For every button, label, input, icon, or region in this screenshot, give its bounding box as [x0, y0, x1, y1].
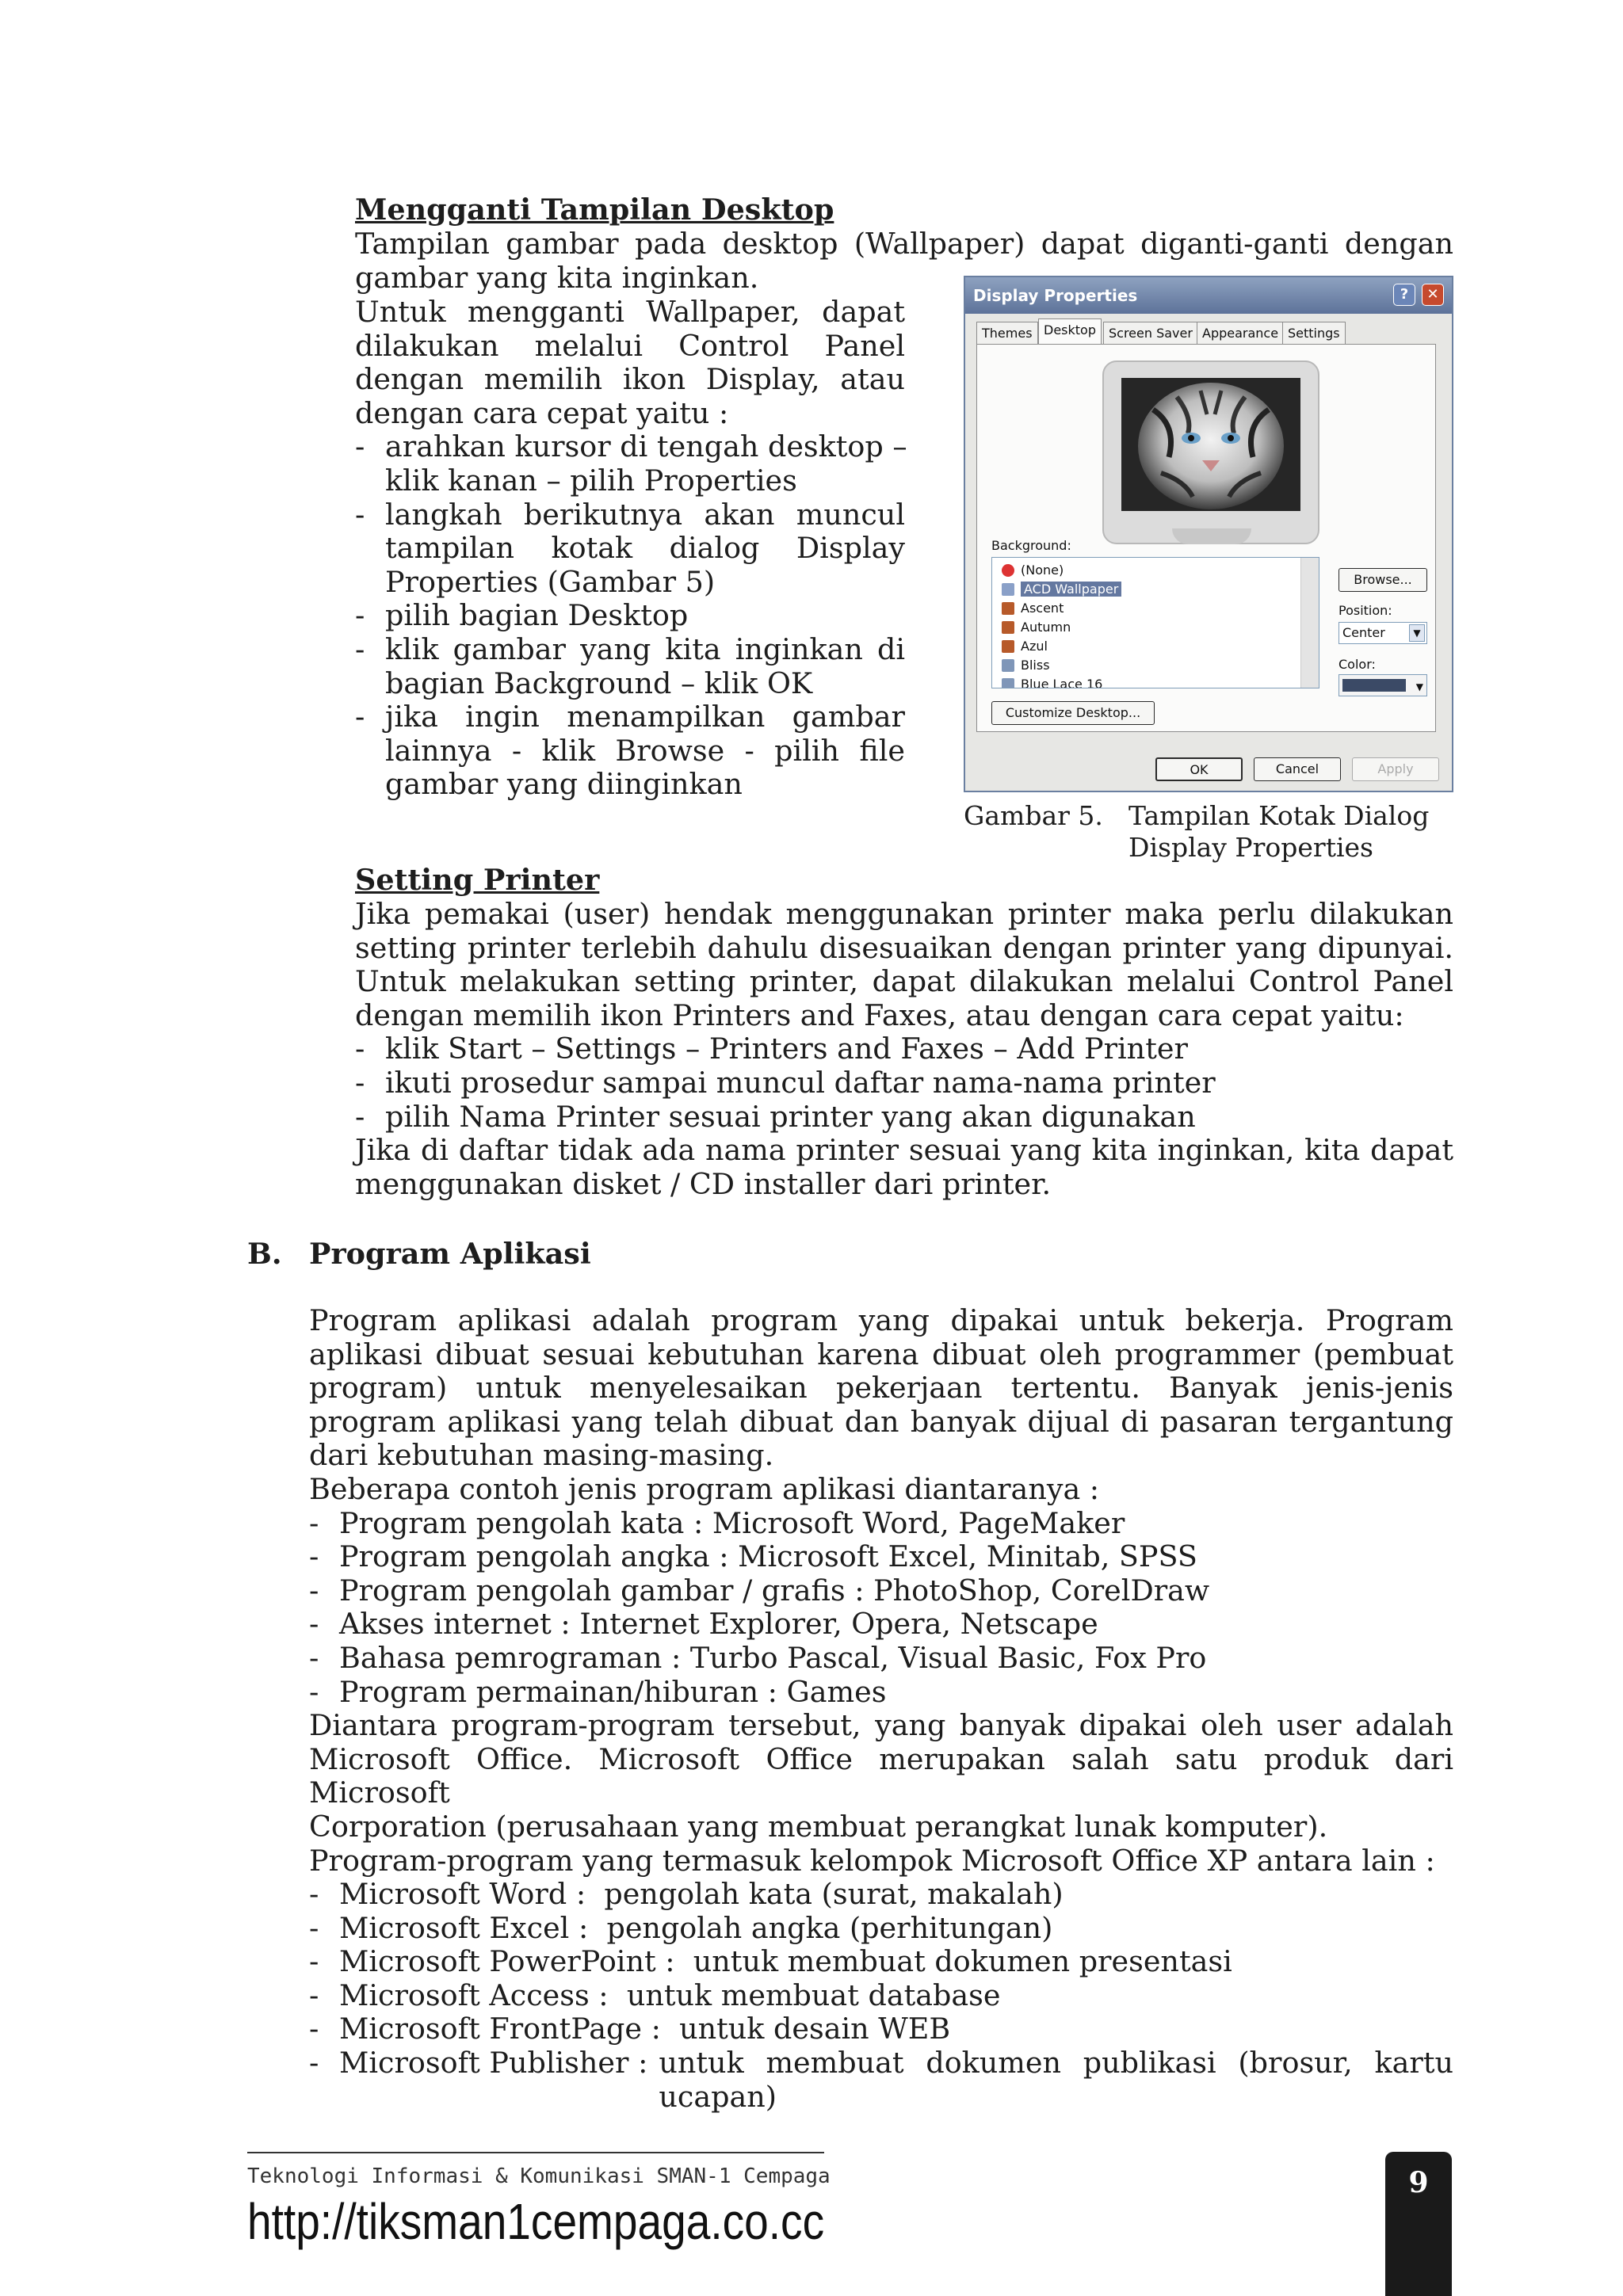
position-select[interactable]: [1338, 622, 1427, 644]
bullet-dash: -: [309, 2012, 319, 2046]
tab-desktop[interactable]: Desktop: [1038, 318, 1102, 345]
text-line: langkah berikutnya akan muncul: [385, 497, 905, 532]
position-value: Center: [1342, 625, 1385, 640]
text-line: dengan memilih ikon Printers and Faxes, atau dengan cara cepat yaitu:: [355, 997, 1404, 1032]
text-line: Jika di daftar tidak ada nama printer sesuai yang kita inginkan, kita dapat: [355, 1133, 1453, 1168]
page-number-badge: [1385, 2152, 1452, 2296]
caption-line: Tampilan Kotak Dialog: [1128, 800, 1430, 831]
text-line: dengan cara cepat yaitu :: [355, 395, 729, 430]
tab-appearance[interactable]: Appearance: [1197, 322, 1284, 344]
text-line: Untuk mengganti Wallpaper, dapat: [355, 295, 905, 329]
list-item: [309, 1574, 1453, 1608]
position-label: Position:: [1338, 603, 1392, 618]
bullet-dash: -: [309, 1607, 319, 1642]
item-desc: pengolah kata (surat, makalah): [604, 1877, 1064, 1912]
dialog-title: Display Properties: [973, 286, 1138, 305]
list-item: [309, 1676, 1453, 1710]
chevron-down-icon[interactable]: ▼: [1415, 681, 1423, 692]
list-item: [355, 1100, 1453, 1135]
bullet-dash: -: [355, 700, 365, 734]
tab-settings[interactable]: Settings: [1282, 322, 1346, 344]
color-swatch: [1342, 679, 1406, 692]
text-line: arahkan kursor di tengah desktop –: [385, 429, 907, 464]
image-file-icon: [1002, 621, 1014, 634]
list-item: [309, 1912, 1453, 1946]
page-number: 9: [1408, 2166, 1429, 2199]
item-desc: untuk membuat database: [626, 1978, 1001, 2012]
list-item: [355, 633, 905, 700]
image-file-icon: [1002, 602, 1014, 615]
chevron-down-icon[interactable]: ▼: [1409, 624, 1425, 642]
bullet-dash: -: [355, 429, 365, 464]
list-item: [309, 1540, 1453, 1574]
text-line: Jika pemakai (user) hendak menggunakan printer maka perlu dilakukan: [355, 897, 1453, 931]
image-file-icon: [1002, 583, 1014, 596]
text-line: dari kebutuhan masing-masing.: [309, 1438, 774, 1473]
bullet-dash: -: [309, 1978, 319, 2012]
text-line: Untuk melakukan setting printer, dapat dilakukan melalui Control Panel: [355, 964, 1453, 999]
text-line: Program permainan/hiburan : Games: [339, 1674, 887, 1709]
footer-divider: [247, 2152, 824, 2153]
help-icon[interactable]: ?: [1393, 284, 1415, 306]
list-item: [309, 1945, 1453, 1979]
list-item: [309, 1979, 1453, 2013]
image-file-icon: [1002, 659, 1014, 672]
list-item[interactable]: Bliss: [1000, 656, 1050, 675]
bullet-dash: -: [309, 1539, 319, 1574]
bullet-dash: -: [355, 598, 365, 633]
ok-button[interactable]: OK: [1155, 757, 1243, 781]
monitor-preview: [1102, 360, 1319, 544]
list-item: [355, 498, 905, 600]
bullet-dash: -: [355, 1099, 365, 1134]
item-desc: untuk membuat dokumen publikasi (brosur, kartu: [659, 2046, 1453, 2081]
color-label: Color:: [1338, 657, 1376, 672]
item-name: Microsoft PowerPoint :: [339, 1944, 675, 1979]
text-line: dilakukan melalui Control Panel: [355, 328, 905, 363]
text-line: Microsoft Office. Microsoft Office merupakan salah satu produk dari Microsoft: [309, 1741, 1453, 1810]
bullet-dash: -: [355, 497, 365, 532]
customize-desktop-button[interactable]: Customize Desktop...: [991, 701, 1155, 725]
cancel-button[interactable]: Cancel: [1254, 757, 1341, 781]
section-letter: B.: [247, 1237, 282, 1271]
text-line: klik Start – Settings – Printers and Faxes – Add Printer: [385, 1032, 1188, 1066]
list-item: [309, 2046, 1453, 2114]
bullet-dash: -: [309, 1944, 319, 1979]
image-file-icon: [1002, 640, 1014, 653]
bullet-dash: -: [355, 1065, 365, 1100]
text-line: jika ingin menampilkan gambar: [385, 700, 905, 734]
list-item[interactable]: Ascent: [1000, 599, 1064, 618]
browse-button[interactable]: Browse...: [1338, 568, 1427, 592]
item-desc: untuk membuat dokumen presentasi: [693, 1944, 1232, 1979]
text-line: klik gambar yang kita inginkan di: [385, 631, 905, 666]
text-line: Tampilan gambar pada desktop (Wallpaper) dapat diganti-ganti dengan: [355, 227, 1453, 261]
background-label: Background:: [991, 538, 1071, 553]
list-item[interactable]: Autumn: [1000, 618, 1071, 637]
tab-themes[interactable]: Themes: [976, 322, 1038, 344]
background-list[interactable]: [991, 557, 1319, 688]
tiger-image: [1121, 378, 1300, 511]
text-line: setting printer terlebih dahulu disesuaikan dengan printer yang dipunyai.: [355, 930, 1453, 965]
heading-program-aplikasi: Program Aplikasi: [309, 1237, 591, 1271]
text-line: menggunakan disket / CD installer dari printer.: [355, 1166, 1052, 1201]
item-desc: ucapan): [659, 2079, 777, 2114]
bullet-dash: -: [309, 1877, 319, 1912]
list-item: [355, 430, 905, 498]
list-item[interactable]: Azul: [1000, 637, 1048, 656]
text-line: Bahasa pemrograman : Turbo Pascal, Visual Basic, Fox Pro: [339, 1640, 1207, 1675]
text-line: Corporation (perusahaan yang membuat perangkat lunak komputer).: [309, 1809, 1328, 1844]
list-item: [309, 1878, 1453, 1912]
list-item[interactable]: (None): [1000, 561, 1064, 580]
list-item: [355, 599, 905, 633]
text-line: ikuti prosedur sampai muncul daftar nama-nama printer: [385, 1065, 1216, 1100]
item-desc: untuk desain WEB: [679, 2012, 951, 2046]
desktop-left-column: [355, 296, 905, 802]
text-line: Program pengolah gambar / grafis : PhotoShop, CorelDraw: [339, 1573, 1210, 1608]
list-item: [309, 1608, 1453, 1642]
item-desc: pengolah angka (perhitungan): [606, 1910, 1053, 1945]
monitor-stand: [1172, 528, 1251, 544]
text-line: bagian Background – klik OK: [385, 666, 813, 700]
text-line: klik kanan – pilih Properties: [385, 463, 797, 498]
wallpaper-preview: [1121, 378, 1300, 511]
image-file-icon: [1002, 678, 1014, 688]
printer-paragraph: [355, 898, 1453, 1201]
close-icon[interactable]: ✕: [1422, 284, 1444, 306]
footer-url[interactable]: http://tiksman1cempaga.co.cc: [247, 2193, 825, 2250]
list-item: [309, 2012, 1453, 2046]
bullet-dash: -: [309, 2046, 319, 2081]
color-picker[interactable]: [1338, 674, 1427, 696]
text-line: dengan memilih ikon Display, atau: [355, 362, 905, 397]
bullet-dash: -: [309, 1573, 319, 1608]
item-name: Microsoft Word :: [339, 1877, 586, 1912]
bullet-dash: -: [355, 631, 365, 666]
apply-button[interactable]: Apply: [1352, 757, 1439, 781]
list-item: [309, 1642, 1453, 1676]
item-name: Microsoft Excel :: [339, 1910, 589, 1945]
dialog-titlebar: [965, 277, 1452, 314]
item-name: Microsoft Access :: [339, 1978, 609, 2012]
bullet-dash: -: [355, 1032, 365, 1066]
text-line: Akses internet : Internet Explorer, Opera, Netscape: [339, 1607, 1098, 1642]
item-desc-block: [659, 2046, 1453, 2114]
text-line: Beberapa contoh jenis program aplikasi diantaranya :: [309, 1471, 1100, 1506]
text-line: gambar yang diinginkan: [385, 767, 743, 802]
list-item[interactable]: Blue Lace 16: [1000, 675, 1102, 688]
list-item: [355, 1032, 1453, 1066]
text-line: Program pengolah angka : Microsoft Excel, Minitab, SPSS: [339, 1539, 1197, 1574]
text-line: gambar yang kita inginkan.: [355, 260, 759, 295]
text-line: pilih Nama Printer sesuai printer yang akan digunakan: [385, 1099, 1196, 1134]
bullet-dash: -: [309, 1674, 319, 1709]
heading-setting-printer: Setting Printer: [355, 863, 600, 897]
text-line: Program-program yang termasuk kelompok Microsoft Office XP antara lain :: [309, 1843, 1435, 1878]
bullet-dash: -: [309, 1910, 319, 1945]
list-scrollbar[interactable]: [1300, 558, 1319, 688]
text-line: pilih bagian Desktop: [385, 598, 689, 633]
text-line: Program aplikasi adalah program yang dipakai untuk bekerja. Program: [309, 1303, 1453, 1337]
none-icon: [1002, 564, 1014, 577]
text-line: Properties (Gambar 5): [385, 564, 716, 599]
bullet-dash: -: [309, 1505, 319, 1540]
item-name: Microsoft FrontPage :: [339, 2012, 661, 2046]
list-item: [355, 700, 905, 802]
program-aplikasi-body: [309, 1304, 1453, 2114]
list-item: [355, 1066, 1453, 1100]
heading-mengganti-tampilan-desktop: Mengganti Tampilan Desktop: [355, 193, 834, 227]
footer-subtitle: Teknologi Informasi & Komunikasi SMAN-1 Cempaga: [247, 2164, 831, 2188]
text-line: tampilan kotak dialog Display: [385, 531, 905, 566]
text-line: lainnya - klik Browse - pilih file: [385, 733, 905, 768]
desktop-tab-panel: [976, 344, 1436, 732]
item-name: Microsoft Publisher :: [339, 2046, 648, 2081]
list-item: [309, 1507, 1453, 1541]
list-item[interactable]: ACD Wallpaper: [1000, 580, 1121, 599]
text-line: Diantara program-program tersebut, yang banyak dipakai oleh user adalah: [309, 1708, 1453, 1743]
caption-label: Gambar 5.: [964, 800, 1103, 831]
text-line: Program pengolah kata : Microsoft Word, PageMaker: [339, 1505, 1125, 1540]
caption-line: Display Properties: [1128, 832, 1373, 863]
bullet-dash: -: [309, 1640, 319, 1675]
text-line: program) untuk menyelesaikan pekerjaan tertentu. Banyak jenis-jenis: [309, 1371, 1453, 1405]
text-line: program aplikasi yang telah dibuat dan banyak dijual di pasaran tergantung: [309, 1404, 1453, 1439]
display-properties-dialog: [964, 276, 1453, 792]
text-line: aplikasi dibuat sesuai kebutuhan karena dibuat oleh programmer (pembuat: [309, 1337, 1453, 1371]
tab-screen-saver[interactable]: Screen Saver: [1103, 322, 1198, 344]
